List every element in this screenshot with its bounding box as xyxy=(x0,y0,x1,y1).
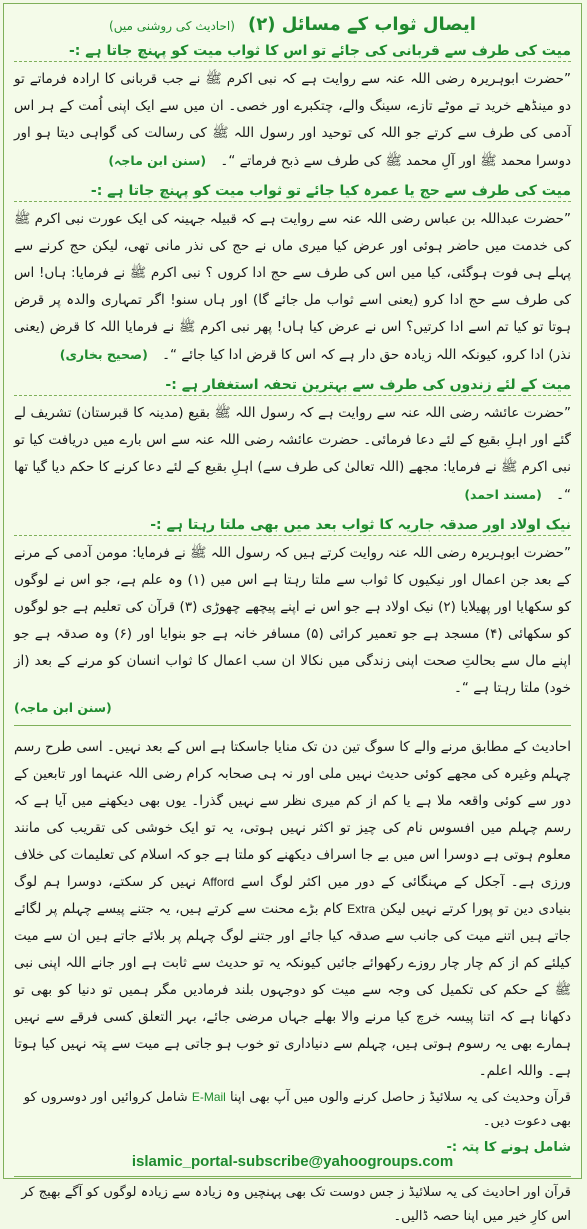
hadith-text: ”حضرت ابوہریرہ رضی اللہ عنہ سے روایت ہے کہ نبی اکرم ﷺ نے جب قربانی کا ارادہ فرماتے تو دو مینڈھے خرید تے موٹے تازے، سینگ والے، چتکبرے اور خصی۔ ان میں سے ایک اپنی اُمت کے ہر اس آدمی کی طرف سے کرتے جو اللہ کی توحید اور رسول اللہ ﷺ کی رسالت کی گواہی دیتا ہو اور دوسرا محمد ﷺ اور آلِ محمد ﷺ کی طرف سے ذبح فرماتے “۔ xyxy=(14,71,571,169)
section-body xyxy=(14,540,571,702)
section-body xyxy=(14,400,571,509)
footer-note: قرآن اور احادیث کی یہ سلائیڈ ز جس دوست تک بھی پہنچیں وہ زیادہ سے زیادہ لوگوں کو آگے بھیج کر اس کارِ خیر میں اپنا حصہ ڈالیں۔ xyxy=(21,1185,571,1224)
hadith-text: ”حضرت عائشہ رضی اللہ عنہ سے روایت ہے کہ رسول اللہ ﷺ بقیع (مدینہ کا قبرستان) تشریف لے گئے اور اہلِ بقیع کے لئے دعا فرمائی۔ حضرت عائشہ رضی اللہ عنہ سے اس بارے میں دریافت کیا تو نبی اکرم ﷺ نے فرمایا: مجھے (اللہ تعالیٰ کی طرف سے) اہلِ بقیع کے لئے دعا کرنے کا حکم دیا گیا تھا “۔ xyxy=(14,405,571,503)
join-intro-text-1: قرآن وحدیث کی یہ سلائیڈ ز حاصل کرنے والوں میں آپ بھی اپنا xyxy=(230,1090,571,1105)
email-word: E-Mail xyxy=(191,1090,226,1104)
divider xyxy=(14,1176,571,1177)
join-intro-text-2: شامل کروائیں اور دوسروں کو بھی دعوت دیں۔ xyxy=(23,1090,571,1129)
page-subtitle: (احادیث کی روشنی میں) xyxy=(109,19,235,33)
closing-text-part-2: نہیں کر سکتے، دوسرا ہم لوگ بنیادی دین تو پورا کرتے نہیں لیکن xyxy=(14,874,571,917)
join-intro xyxy=(14,1085,571,1134)
section-heading: میت کی طرف سے حج یا عمرہ کیا جائے تو ثواب میت کو پہنچ جاتا ہے :- xyxy=(14,183,571,202)
section-body xyxy=(14,66,571,175)
hadith-text: ”حضرت ابوہریرہ رضی اللہ عنہ روایت کرتے ہیں کہ رسول اللہ ﷺ نے فرمایا: مومن آدمی کے مرنے کے بعد جن اعمال اور نیکیوں کا ثواب سے ملتا رہتا ہے اس میں (۱) وہ علم ہے، جو اس نے لوگوں کو سکھایا اور پھیلایا (۲) نیک اولاد ہے جو اس نے اپنے پیچھے چھوڑی (۳) قرآن کی تعلیم ہے جو لوگوں کو سکھائی (۴) مسجد ہے جو تعمیر کرائی (۵) مسافر خانہ ہے جو بنوایا اور (۶) وہ صدقہ ہے جو اپنے مال سے بحالتِ صحت اپنی زندگی میں نکالا ان سب اعمال کا ثواب انسان کو مرنے کے بعد (از خود) ملتا رہتا ہے “۔ xyxy=(14,545,572,696)
hadith-text: ”حضرت عبداللہ بن عباس رضی اللہ عنہ سے روایت ہے کہ قبیلہ جہینہ کی ایک عورت نبی اکرم ﷺ کی خدمت میں حاضر ہوئی اور عرض کیا میری ماں نے حج کی نذر مانی تھی، لیکن حج کرنے سے پہلے ہی فوت ہوگئی، کیا میں اس کی طرف سے حج ادا کروں ؟ نبی اکرم ﷺ نے فرمایا: ہاں! اس کی طرف سے حج ادا کرو (یعنی اسے ثواب مل جائے گا) اور ہاں سنو! اگر تمہاری والدہ پر قرض ہوتا تو کیا تم اسے ادا کرتیں؟ اس نے عرض کیا ہاں! پھر نبی اکرم ﷺ نے فرمایا اللہ کا قرض (یعنی نذر) ادا کرو، کیونکہ اللہ زیادہ حق دار ہے کہ اس کا قرض ادا کیا جائے “۔ xyxy=(14,211,571,363)
closing-paragraph xyxy=(14,734,571,1085)
section-body xyxy=(14,206,571,369)
section-istighfar xyxy=(14,377,571,509)
join-address-label: شامل ہونے کا پتہ :- xyxy=(446,1140,571,1155)
hadith-reference: (سنن ابن ماجہ) xyxy=(14,700,112,715)
section-qurbani xyxy=(14,43,571,175)
hadith-reference: (سنن ابن ماجہ) xyxy=(108,153,207,168)
section-heading: نیک اولاد اور صدقہ جاریہ کا ثواب بعد میں بھی ملتا رہتا ہے :- xyxy=(14,517,571,536)
document-page xyxy=(3,3,582,1224)
section-sadaqa-jariya xyxy=(14,517,571,715)
closing-text-part-3: کام بڑے محنت سے کرتے ہیں، یہ جتنے پیسے چہلم پر لگائے جاتے ہیں اتنے میت کی جانب سے صدقہ کیا جائے اور جتنے لوگ چہلم پر بلائے جاتے ہیں ان سے میت کیلئے کم از کم چار چار روزے رکھوائے جائیں کیونکہ یہ تو حدیث سے ثابت ہے اور جانے اللہ اپنی نبی ﷺ کے حکم کی تکمیل کی وجہ سے میت کو دوجہوں بلند فرمادیں مگر ہمیں تو دنیا کو بھی تو دکھانا ہے کہ اتنا پیسہ خرچ کیا مرنے والا بھلے جہاں مرضی جائے، بہر التعلق کسی فرقے سے نہیں ہمارے بھی یہ رسوم ہوتی ہیں، چہلم سے دنیاداری تو خوب ہو جاتی ہے میت سے پتہ نہیں کیا ہوتا ہے۔ واللہ اعلم۔ xyxy=(14,901,571,1079)
hadith-reference: (صحیح بخاری) xyxy=(59,347,148,362)
divider xyxy=(14,725,571,726)
title-block xyxy=(14,14,571,35)
section-hajj-umrah xyxy=(14,183,571,369)
extra-word: Extra xyxy=(347,902,376,916)
hadith-reference: (مسند احمد) xyxy=(464,487,542,502)
page-title: ایصال ثواب کے مسائل (۲) xyxy=(248,14,476,35)
section-heading: میت کے لئے زندوں کی طرف سے بہترین تحفہ استغفار ہے :- xyxy=(14,377,571,396)
closing-text-part-1: احادیث کے مطابق مرنے والے کا سوگ تین دن تک منایا جاسکتا ہے اس کے بعد نہیں۔ اسی طرح رسم چہلم وغیرہ کی مجھے کوئی حدیث نہیں ملی اور نہ ہی صحابہ کرام رضی اللہ عنہما اور تابعین کے دور سے کوئی واقعہ ملا ہے یا کم از کم میری نظر سے نہیں گذرا۔ یوں بھی دیکھنے میں آیا ہے کہ رسم چہلم میں افسوس نام کی چیز تو اکثر نہیں ہوتی، یہ تو ایک خوشی کی تقریب کی مانند معلوم ہوتی ہے دوسرا اس میں بے جا اسراف دیکھنے کو ملتا ہے جو کہ اسلام کی تعلیمات کی خلاف ورزی ہے۔ آجکل کے مہنگائی کے دور میں اکثر لوگ اسے xyxy=(14,739,571,890)
section-heading: میت کی طرف سے قربانی کی جائے تو اس کا ثواب میت کو پہنچ جاتا ہے :- xyxy=(14,43,571,62)
subscribe-email-link[interactable]: islamic_portal-subscribe@yahoogroups.com xyxy=(131,1153,454,1170)
afford-word: Afford xyxy=(202,875,235,889)
